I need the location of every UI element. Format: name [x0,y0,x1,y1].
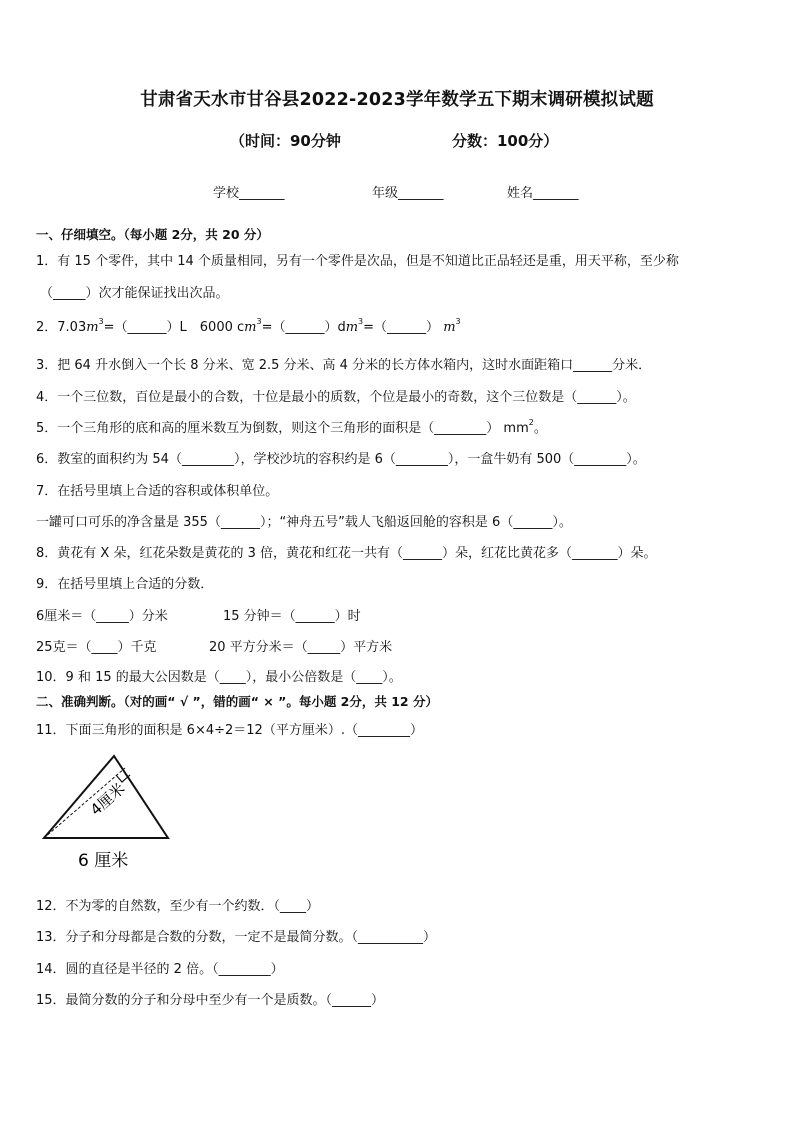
question-12: 12．不为零的自然数，至少有一个约数．（____） [36,899,320,914]
q2-unit-m3: m [86,320,99,335]
q2-exp-3: 3 [358,317,364,326]
question-10: 10．9 和 15 的最大公因数是（____），最小公倍数是（____）。 [36,670,402,685]
q2-exp-2: 3 [256,317,262,326]
q5-exp: 2 [528,418,534,427]
triangle-figure [36,748,176,873]
question-7-line-2: 一罐可口可乐的净含量是 355（______）；“神舟五号”载人飞船返回舱的容积是 6（______）。 [36,515,572,530]
section-2-heading: 二、准确判断。（对的画“ √ ”，错的画“ × ”。每小题 2分，共 12 分） [36,694,438,709]
question-11: 11．下面三角形的面积是 6×4÷2＝12（平方厘米）.（________） [36,723,423,738]
q2-unit-m-2: m [244,320,257,335]
question-9-line-1: 9．在括号里填上合适的分数． [36,577,214,592]
question-1-line-1: 1．有 15 个零件，其中 14 个质量相同，另有一个零件是次品，但是不知道比正品轻还是重，用天平称，至少称 [36,254,679,269]
question-9-item-b: 15 分钟＝（______）时 [223,609,361,624]
question-13: 13．分子和分母都是合数的分数，一定不是最简分数。（__________） [36,930,437,945]
q2-part-d: =（______） [363,320,440,335]
height-label: 4厘米 [86,779,129,820]
question-7-line-1: 7．在括号里填上合适的容积或体积单位。 [36,484,279,499]
grade-field: 年级_______ [372,186,444,201]
q2-exp-4: 3 [455,317,461,326]
question-14: 14．圆的直径是半径的 2 倍。（________） [36,962,284,977]
question-9-item-d: 20 平方分米＝（_____）平方米 [209,640,393,655]
question-2 [36,316,461,335]
question-8: 8．黄花有 X 朵，红花朵数是黄花的 3 倍，黄花和红花一共有（______）朵，红花比黄花多（_______）朵。 [36,546,657,561]
page-title: 甘肃省天水市甘谷县2022-2023学年数学五下期末调研模拟试题 [140,90,654,110]
question-5 [36,417,547,436]
name-field: 姓名_______ [507,186,579,201]
exam-score: 分数：100分） [452,132,559,150]
question-9-item-a: 6厘米＝（_____）分米 [36,609,168,624]
question-4: 4．一个三位数，百位是最小的合数，十位是最小的质数，个位是最小的奇数，这个三位数是（______）。 [36,390,636,405]
q2-part-c: =（______）d [261,320,346,335]
school-field: 学校_______ [213,186,285,201]
q2-part-a: 2．7.03 [36,320,87,335]
base-label: 6 厘米 [78,851,129,871]
q5-end: 。 [533,421,547,436]
q2-exp-1: 3 [98,317,104,326]
q5-text: 5．一个三角形的底和高的厘米数互为倒数，则这个三角形的面积是（________） [36,421,500,436]
q5-unit: mm [503,421,529,436]
q2-part-b: =（______）L 6000 c [103,320,245,335]
exam-time: （时间：90分钟 [230,132,341,150]
question-1-line-2: （_____）次才能保证找出次品。 [40,286,229,301]
question-3: 3．把 64 升水倒入一个长 8 分米、宽 2.5 分米、高 4 分米的长方体水箱内，这时水面距箱口______分米． [36,358,652,373]
question-6: 6．教室的面积约为 54（________），学校沙坑的容积约是 6（________），一盒牛奶有 500（________）。 [36,452,646,467]
q2-unit-m-3: m [345,320,359,335]
q2-unit-m-4: m [443,320,456,335]
question-15: 15．最简分数的分子和分母中至少有一个是质数。（______） [36,993,385,1008]
question-9-item-c: 25克＝（____）千克 [36,640,157,655]
section-1-heading: 一、仔细填空。（每小题 2分，共 20 分） [36,227,269,242]
